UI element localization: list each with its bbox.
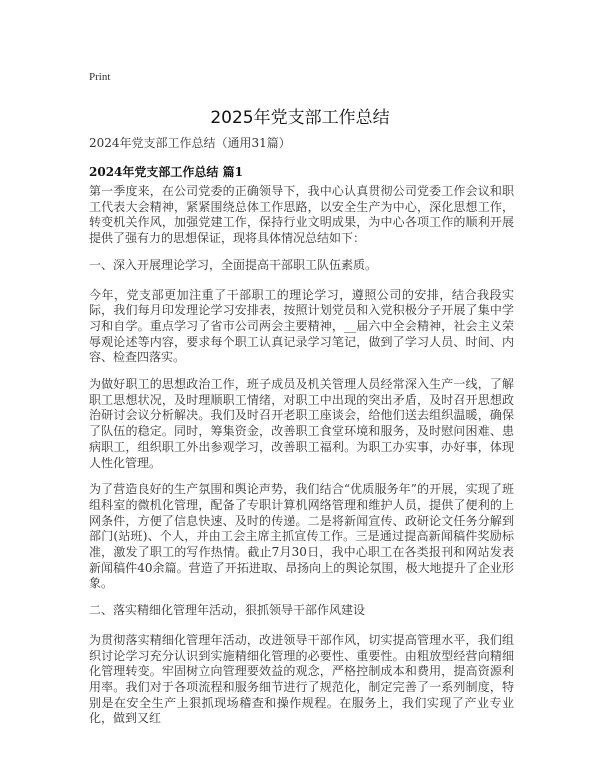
subheading-refined-management: 二、落实精细化管理年活动，狠抓领导干部作风建设 — [89, 603, 366, 618]
section-title: 2024年党支部工作总结 篇1 — [89, 165, 243, 179]
document-subtitle: 2024年党支部工作总结（通用31篇） — [89, 136, 291, 150]
subheading-theory-study: 一、深入开展理论学习，全面提高干部职工队伍素质。 — [89, 257, 378, 272]
paragraph-theory-study: 今年，党支部更加注重了干部职工的理论学习，遵照公司的安排，结合我段实际，我们每月印发理论学习安排表，按照计划党员和入党积极分子开展了集中学习和自学。重点学习了省市公司两会主要精神，__届六中全会精神，社会主义荣辱观论述等内容，要求每个职工认真记录学习笔记，做到了学习人员、时间、内容、检查四落实。 — [89, 287, 514, 365]
print-link[interactable]: Print — [89, 71, 111, 83]
article-body — [89, 184, 514, 738]
paragraph-refined-management: 为贯彻落实精细化管理年活动，改进领导干部作风，切实提高管理水平，我们组织讨论学习充分认识到实施精细化管理的必要性、重要性。由粗放型经营向精细化管理转变。牢固树立向管理要效益的观念，严格控制成本和费用，提高资源利用率。我们对于各项流程和服务细节进行了规范化，制定完善了一系列制度，特别是在安全生产上狠抓现场稽查和操作规程。在服务上，我们实现了产业专业化，做到又红 — [89, 632, 514, 726]
paragraph-publicity: 为了营造良好的生产氛围和舆论声势，我们结合“优质服务年”的开展，实现了班组科室的微机化管理，配备了专职计算机网络管理和维护人员，提供了便利的上网条件，方便了信息快速、及时的传递。二是将新闻宣传、政研论文任务分解到部门(站班)、个人，并由工会主席主抓宣传工作。三是通过提高新闻稿件奖励标准，激发了职工的写作热情。截止7月30日，我中心职工在各类报刊和网站发表新闻稿件40余篇。营造了开拓进取、昂扬向上的舆论氛围，极大地提升了企业形象。 — [89, 482, 514, 591]
paragraph-political-work: 为做好职工的思想政治工作，班子成员及机关管理人员经常深入生产一线，了解职工思想状况，及时理顺职工情绪，对职工中出现的突出矛盾，及时召开思想政治研讨会议分析解决。我们及时召开老职工座谈会，给他们送去组织温暖，确保了队伍的稳定。同时，筹集资金，改善职工食堂环境和服务，及时慰问困难、患病职工，组织职工外出参观学习，改善职工福利。为职工办实事，办好事，体现人性化管理。 — [89, 377, 514, 470]
document-title: 2025年党支部工作总结 — [210, 108, 390, 128]
paragraph-intro: 第一季度来，在公司党委的正确领导下，我中心认真贯彻公司党委工作会议和职工代表大会精神，紧紧围绕总体工作思路，以安全生产为中心，深化思想工作，转变机关作风，加强党建工作，保持行业文明成果，为中心各项工作的顺利开展提供了强有力的思想保证，现将具体情况总结如下： — [89, 184, 514, 246]
